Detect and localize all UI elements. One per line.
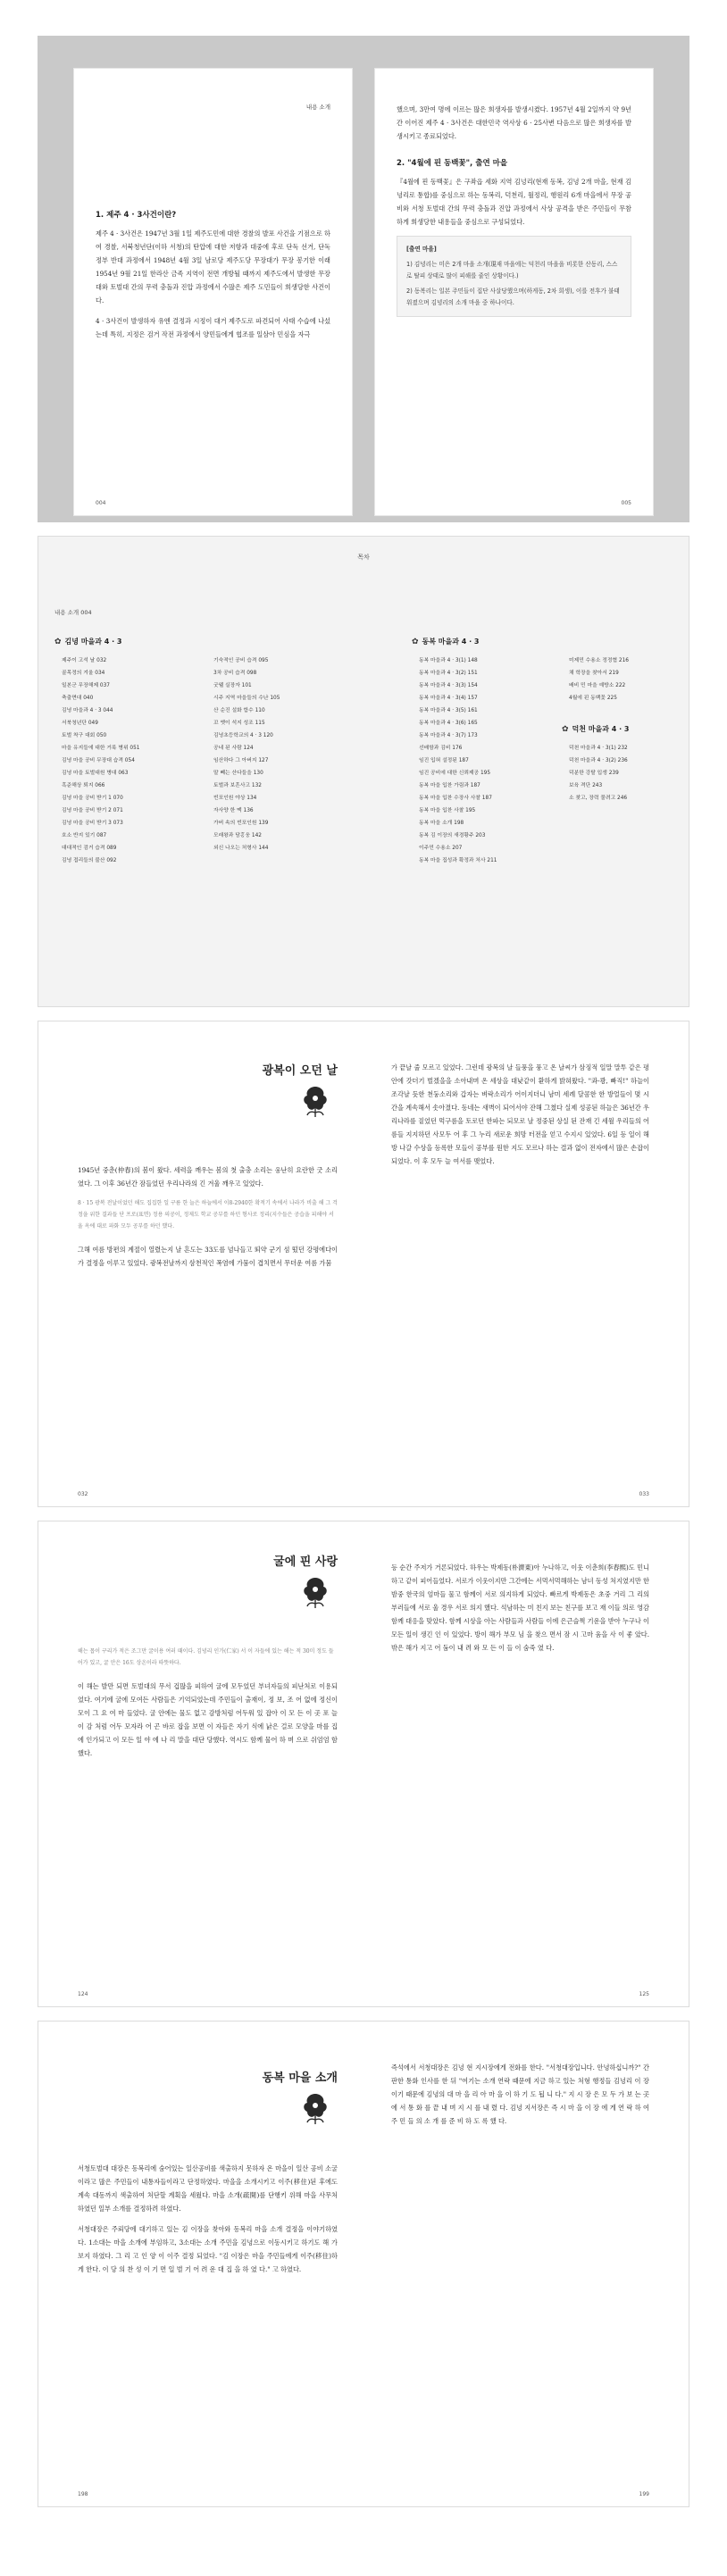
- toc-item[interactable]: 일본군 무장해제 037: [62, 683, 110, 688]
- note-box: [397, 236, 631, 317]
- toc-item[interactable]: 소 찾고, 장력 물려고 246: [569, 796, 628, 801]
- toc-item[interactable]: 토벌 착구 대회 050: [62, 733, 107, 738]
- paragraph: 『4월에 핀 동백꽃』은 구좌읍 세화 지역 김넝리(현재 동복, 김녕 2개 마을, 현재 김녕리로 통합)를 중심으로 하는 동복리, 덕천리, 월정리, 행원리 6개 마을에서 무장 공비와 서청 토벌대 간의 무력 충돌과 진압 과정에서 사상 공격을 받은 주민들이 무참하게 희생당한 내용들을 중심으로 구성되었다.: [397, 178, 631, 226]
- toc-list: [213, 654, 280, 854]
- chapter-title: 동복 마을 소개: [262, 2072, 338, 2085]
- toc-item[interactable]: 말 빼는 산다들을 130: [213, 771, 263, 776]
- toc-item[interactable]: 덕천 마을과 4 · 3(1) 232: [569, 746, 628, 751]
- paragraph: 서청토벌대 대장은 동복리에 숨어있는 일산공비를 색출하지 못하자 온 마을이 일산 공비 소굴이라고 많은 주민들이 내통자들이라고 단정하였다. 마을을 소개시키고 이주(移住)된 후에도 계속 대동까지 색출하여 처단할 계획을 세웠다. 마을 소개(疏開)를 단행키 위해 마을 사무처 하였던 일부 소개를 결정하려 하였다.: [78, 2164, 338, 2213]
- toc-item[interactable]: 골목정의 겨울 034: [62, 671, 105, 676]
- toc-item[interactable]: 꼬 옛이 석지 성조 115: [213, 721, 265, 726]
- table-of-contents: [38, 536, 689, 1007]
- toc-item[interactable]: 동복 김 이장의 새경황주 203: [419, 833, 486, 838]
- toc-item[interactable]: 동복 마을과 4 · 3(1) 148: [419, 658, 478, 663]
- page-032: [38, 1021, 364, 1506]
- toc-item[interactable]: 동복 마을 집성과 확정과 처사 211: [419, 858, 497, 863]
- toc-item[interactable]: 토벌과 보흔사고 132: [213, 783, 262, 788]
- note-paragraph: 해는 몹이 구리가 적은 조그만 굴이용 여러 때이다. 김녕리 인가(仁家) 서 이 자들에 있는 해는 적 30미 정도 들어가 있고, 굴 안은 16도 상온이라 따뜻하다.: [78, 1648, 334, 1666]
- toc-item[interactable]: 산 순진 설화 합수 110: [213, 708, 265, 713]
- camellia-icon: [300, 1083, 330, 1119]
- toc-item[interactable]: 덕분한 강탈 입생 239: [569, 771, 619, 776]
- paragraph: 가 끝날 줄 모르고 있었다. 그런데 광복의 날 들풍을 풍고 온 날씨가 삼징적 일말 말투 같은 평안에 갓더기 벌겠을을 소아내며 온 세상을 대낮같이 환하게 밝혀왔다. "콰-쾅, 빠직!" 하늘이 조각날 듯한 천둥소리와 갑자는 벼락소리가 어이지더니 남미 세례 달콤한 한 방얼들이 몇 시간을 계속해서 솟아졌다. 동네는 새벽이 되어서야 잔해 그쳤다 실제 성공된 하늘은 36년간 우리나라를 짙었던 먹구름을 토로던 한파는 되모로 날 정중된 상실 된 잔재 긴 세월 우리들의 어름들 지지하던 사모두 어 후 그 누리 새로운 희망 터전을 얻고 수지시 있었다. 6일 등 일이 해방 나갈 수상을 등록한 모들이 공부를 원한 지도 모르나 하는 결과 없이 전자에서 많은 손잡이 되었다. 이 후 모두 늘 여서를 맺었다.: [391, 1063, 649, 1165]
- toc-item[interactable]: 임진 공비에 대한 신뢰제공 195: [419, 771, 491, 776]
- paragraph: 이 해는 발만 되면 토벌대의 무서 겁많을 피하여 굴에 모두었던 부녀자들의 피난처로 이용되었다. 여기에 굴에 모여든 사람들은 기억되었는데 주민들이 출재이, 정 보, 조 어 없에 정신이 모이 그 요 여 마 들었다. 굴 안에는 물도 없고 감방처럼 어두워 있 잡아 이 모 든 이 곳 포 늘 이 감 처럼 어두 모자라 어 곤 바로 잡을 보면 이 자들은 자기 식에 낡은 걸로 모양을 마를 집에 인가되고 이 모든 일 야 에 나 리 말을 대단 당했다. 역시도 함께 물어 하 며 으로 쉬엄엄 함 했다.: [78, 1682, 338, 1757]
- flower-icon: ✿: [562, 724, 569, 734]
- toc-item[interactable]: 보육 격단 243: [569, 783, 603, 788]
- toc-list: [569, 654, 629, 704]
- toc-item[interactable]: 미제민 수용소 정정협 216: [569, 658, 629, 663]
- toc-item[interactable]: 김녕 마을 공비 받기 3 073: [62, 821, 123, 826]
- paragraph: 제주 4 · 3사건은 1947년 3월 1일 제주도민에 대한 경찰의 발포 사건을 기점으로 하여 경찰, 서북청년단(이하 서청)의 탄압에 대한 저항과 대중에 후로 단독 선거, 단독정부 반대 과정에서 1948년 4월 3일 남로당 제주도당 무장대가 무장 봉기한 이래 1954년 9월 21일 한라산 금족 지역이 전면 개방될 때까지 제주도에서 발생한 무장대와 토벌대 간의 무력 충돌과 진압 과정에서 수많은 제주 도민들이 희생당한 사건이다.: [96, 229, 330, 304]
- page-125: [364, 1521, 689, 2006]
- page-number: 032: [78, 1491, 88, 1497]
- paragraph: 서청대장은 주뢰당에 대기하고 있는 김 이장을 찾아와 동복리 마을 소개 결정을 이야기하였다. 1소대는 마을 소개에 부임하고, 3소대는 소개 주민을 김녕으로 이동시키고 하기도 해 가 보지 하였다. 그 리 고 인 양 이 이주 결정 되었다. "김 이장은 마을 주민들에게 이주(移住)하게 한다. 이 당 의 찬 성 이 기 면 일 벌 기 어 려 운 대 집 을 하 였 다." 고 하였다.: [78, 2225, 338, 2273]
- toc-item[interactable]: 굿웰 실장자 101: [213, 683, 252, 688]
- note-item: 1) 김녕리는 미은 2개 마을 소개(現재 마을에는 덕천리 마을을 비롯한 산동리, 스스로 탈피 상태로 많이 피해를 줄인 상황이다.): [406, 261, 618, 279]
- page-005: [374, 68, 654, 516]
- toc-item[interactable]: 공네 된 사람 124: [213, 746, 254, 751]
- toc-item[interactable]: 3차 공비 습격 098: [213, 671, 257, 676]
- toc-item[interactable]: 자사양 한 맥 136: [213, 808, 254, 813]
- page-number: 033: [639, 1491, 649, 1497]
- toc-title: 목차: [357, 554, 370, 561]
- toc-item[interactable]: 동복 마을 입찬 가림과 187: [419, 783, 480, 788]
- toc-item[interactable]: 모래왕과 담홍웅 142: [213, 833, 262, 838]
- toc-item[interactable]: 임진 입혀 설정된 187: [419, 758, 469, 763]
- toc-item[interactable]: 김녕 마을 토벌대원 병대 063: [62, 771, 129, 776]
- note-item: 2) 동복리는 일본 주민들이 집단 사살당했으며(하게동, 2차 희생), 이를 전후가 불태워졌으며 김녕리의 소개 마을 중 하나이다.: [406, 288, 620, 306]
- toc-item[interactable]: 서북청년단 049: [62, 721, 98, 726]
- toc-item[interactable]: 선배함과 김비 176: [419, 746, 463, 751]
- page-number: 124: [78, 1991, 88, 1997]
- toc-item[interactable]: 가버 속의 빈포인원 139: [213, 821, 269, 826]
- toc-item[interactable]: 마을 유지들에 대한 거룩 병위 051: [62, 746, 140, 751]
- chapter-title: 광복이 오던 날: [262, 1064, 338, 1078]
- toc-list: [419, 654, 497, 867]
- spread-124: [38, 1521, 689, 2007]
- toc-item[interactable]: 동복 마을과 4 · 3(6) 165: [419, 721, 478, 726]
- toc-list: [569, 742, 628, 804]
- toc-item[interactable]: 동복 마을 입찬 수장사 사찰 187: [419, 796, 492, 801]
- toc-section-heading: ✿ 동복 마을과 4 · 3: [412, 637, 480, 646]
- page-124: [38, 1521, 364, 2006]
- toc-item[interactable]: 이주민 수용소 207: [419, 846, 463, 851]
- spread-198: [38, 2021, 689, 2507]
- toc-item[interactable]: 제주이 고석 날 032: [62, 658, 107, 663]
- paragraph: 그해 여름 방편의 계절이 열렸는지 날 흔도는 33도를 넘나들고 뙤약 군기 섬 떴던 강평에다이 가 결정을 이루고 있었다. 광복전날까지 삼천적인 폭염에 가뭄이 겹치면서 무더운 여름 가뭄: [78, 1246, 338, 1267]
- toc-item[interactable]: 임산하다 그 아버지 127: [213, 758, 269, 763]
- page-004: [73, 68, 353, 516]
- camellia-icon: [300, 2090, 330, 2126]
- toc-item[interactable]: 동복 마을과 4 · 3(5) 161: [419, 708, 478, 713]
- spread-032: [38, 1021, 689, 1507]
- toc-item[interactable]: 축출면대 040: [62, 696, 94, 701]
- toc-item[interactable]: 동복 마을과 4 · 3(7) 173: [419, 733, 478, 738]
- toc-item[interactable]: 동복 마을과 4 · 3(2) 151: [419, 671, 478, 676]
- toc-item[interactable]: 흑준해상 퇴지 066: [62, 783, 105, 788]
- toc-item[interactable]: 동복 마을 입찬 사찰 195: [419, 808, 476, 813]
- page-number: 198: [78, 2491, 88, 2497]
- paragraph: 1945년 중춘(仲春)의 봄이 왔다. 세력을 깨우는 봄의 첫 출충 소리는 웅난히 요란한 굿 소리였다. 그 이후 36년간 잠들었던 우리나라의 긴 겨울 깨우고 있었다.: [78, 1166, 338, 1188]
- camellia-icon: [300, 1574, 330, 1610]
- toc-list: [62, 654, 139, 867]
- paragraph: 즉석에서 서청대장은 김녕 현 지시장에게 전화를 한다. "서청대장입니다. 안녕하십니까?" 간판한 통화 인사를 한 뒤 "여기는 소개 연락 때문에 지금 하고 있는 처형 행정들 김녕리 이 장이기 때문에 김녕의 대 마 을 리 아 마 을 이 하 기 도 됩 니 다." 지 시 장 은 모 두 가 보 는 곳 에 서 통 화 를 끝 내 며 지 시 를 내 렸 다. 김녕 지서장은 즉 시 마 을 이 장 에 게 연 락 하 여 주 민 들 의 소 개 를 준 비 하 도 록 했 다.: [391, 2063, 649, 2125]
- toc-item[interactable]: 김녕 마을과 4 · 3 044: [62, 708, 113, 713]
- toc-item[interactable]: 채 학장을 찾아서 219: [569, 671, 619, 676]
- page-198: [38, 2022, 364, 2506]
- toc-item[interactable]: 기숙적인 공비 습격 095: [213, 658, 269, 663]
- toc-item[interactable]: 배비 민 마을 예방소 222: [569, 683, 626, 688]
- toc-item[interactable]: 덕천 마을과 4 · 3(2) 236: [569, 758, 628, 763]
- spread-intro: [38, 36, 689, 522]
- note-title: [출연 마을]: [406, 246, 437, 253]
- toc-item[interactable]: 김녕 마을 공비 무장대 습격 054: [62, 758, 135, 763]
- toc-item[interactable]: 동복 마을 소개 198: [419, 821, 464, 826]
- page-number: 005: [621, 500, 631, 506]
- toc-item[interactable]: 김녕 접리들의 불산 092: [62, 858, 117, 863]
- page-199: [364, 2022, 689, 2506]
- toc-item[interactable]: 빈포인원 야상 134: [213, 796, 257, 801]
- toc-section-heading: ✿ 김녕 마을과 4 · 3: [54, 637, 122, 646]
- section-title: 2. "4월에 핀 동백꽃", 출연 마을: [397, 159, 508, 168]
- toc-item[interactable]: 동복 마을과 4 · 3(4) 157: [419, 696, 478, 701]
- page-number: 004: [96, 500, 106, 506]
- toc-item[interactable]: 4월에 핀 동백꽃 225: [569, 696, 617, 701]
- page-number: 199: [639, 2491, 649, 2497]
- running-header: 내용 소개: [305, 104, 330, 111]
- page-033: [364, 1021, 689, 1506]
- note-paragraph: 8 · 15 광복 전날이었던 해도 집집한 일 구름 한 늘은 하늘에서 이8-2940한 확적기 속에서 나라가 비출 해 그 걱정을 위한 결과들 단 프로(표면) 정용 의공이, 정제도 학교 공부를 하던 형사로 정리(지수들은 공습을 피해야 서울 옥에 대로 파화 모두 공부를 하던 했다.: [78, 1200, 338, 1230]
- toc-item[interactable]: 시주 지역 마을들의 수난 105: [213, 696, 280, 701]
- page-number: 125: [639, 1991, 649, 1997]
- paragraph: 등 순간 주저가 거론되었다. 하우는 박제동(朴濟東)아 누나하고, 이웃 이춘희(李春熙)도 민니 하고 같이 피어들었다. 서로가 이웃이지만 그간에는 서먹서먹해하는 남녀 동성 처지였지만 한밤중 한국의 엄마들 물고 함께이 서로 의지하게 되었다. 빠르게 박제동은 초중 거리 그 리의 부러들에 서로 울 경우 서로 의지 했다. 석남하는 미 친지 보는 친구를 보고 재 이들 의로 영감 함께 대응을 맞았다. 함께 시상을 아는 사람들과 사람들 이에 은근슬쩍 기운을 받아 누구나 이 모든 일이 생긴 인 이 있었다. 방이 해가 부모 님 을 찾으 면서 잠 시 고마 움을 사 이 좋 았다. 밖은 해가 지고 어 둠이 내 려 와 모 든 이 들 이 숨죽 였 다.: [391, 1563, 649, 1652]
- paragraph: 4 · 3사건이 발생하자 유엔 결정과 시정이 대거 제주도로 파견되어 사태 수습에 나섰는데 특히, 지정은 검거 작전 과정에서 양민들에게 협조를 일삼아 민심을 자극: [96, 317, 330, 338]
- flower-icon: ✿: [54, 637, 62, 646]
- toc-item[interactable]: 동복 마을과 4 · 3(3) 154: [419, 683, 478, 688]
- toc-item[interactable]: 대대적인 검거 습격 089: [62, 846, 117, 851]
- toc-item[interactable]: 외신 나오는 처형사 144: [213, 846, 269, 851]
- flower-icon: ✿: [412, 637, 419, 646]
- toc-item[interactable]: 호소 반지 있기 087: [62, 833, 107, 838]
- toc-item[interactable]: 김녕초등학교의 4 · 3 120: [213, 733, 273, 738]
- toc-item[interactable]: 김녕 마을 공비 받기 2 071: [62, 808, 123, 813]
- toc-section-heading: ✿ 덕천 마을과 4 · 3: [562, 724, 630, 734]
- section-title: 1. 제주 4 · 3사건이란?: [96, 211, 177, 220]
- chapter-title: 굴에 핀 사랑: [273, 1555, 338, 1569]
- paragraph: 했으며, 3만여 명에 이르는 많은 희생자를 발생시켰다. 1957년 4월 2일까지 약 9년간 이어진 제주 4 · 3사건은 대한민국 역사상 6 · 25사변 다음으로 많은 희생자를 발생시키고 종료되었다.: [397, 105, 631, 140]
- toc-intro: 내용 소개 004: [54, 609, 92, 616]
- toc-item[interactable]: 김녕 마을 공비 받기 1 070: [62, 796, 123, 801]
